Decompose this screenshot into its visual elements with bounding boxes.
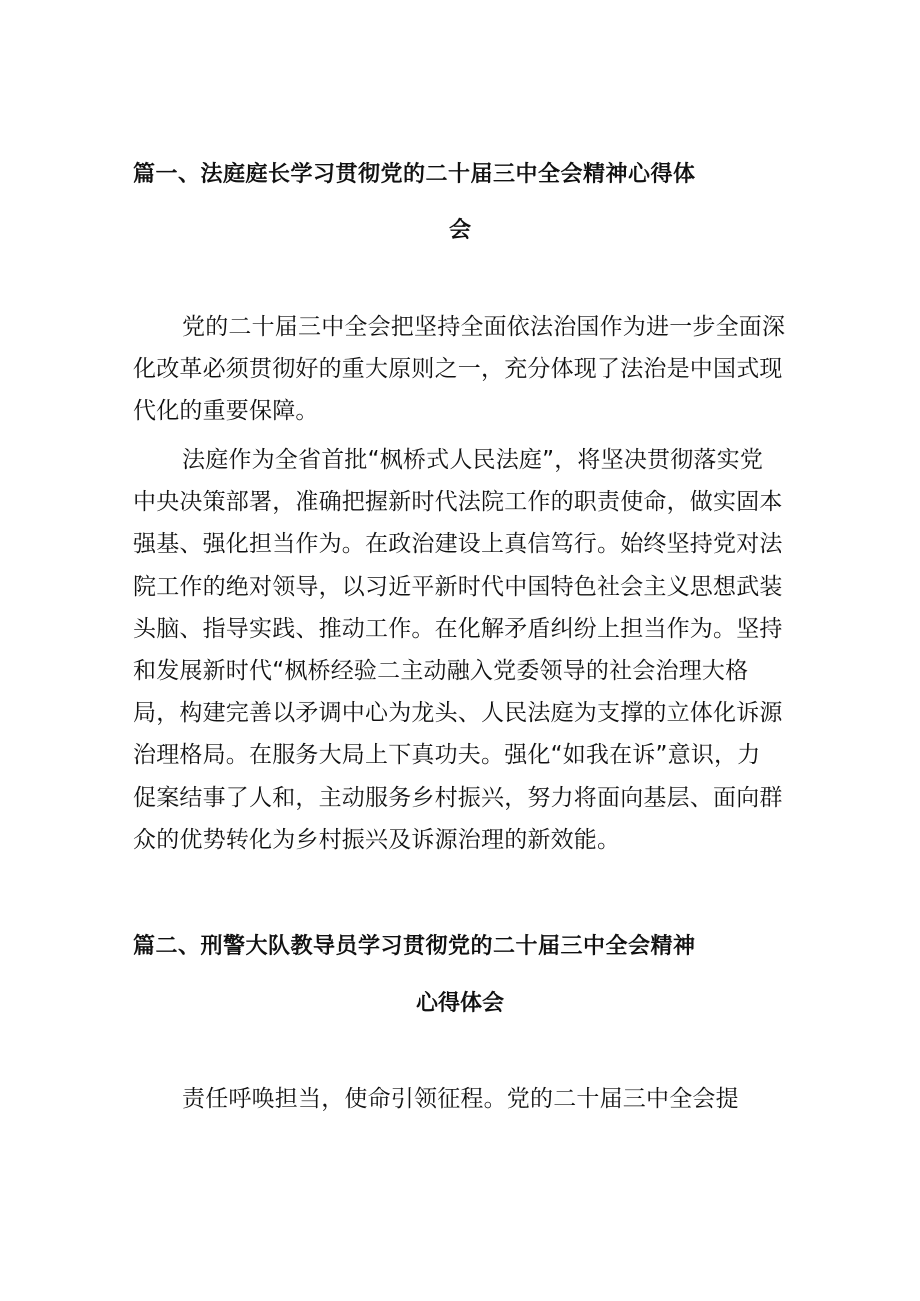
section2-title-line1: 篇二、刑警大队教导员学习贯彻党的二十届三中全会精神	[133, 934, 696, 959]
paragraph-line: 党的二十届三中全会把坚持全面依法治国作为进一步全面深	[182, 314, 786, 340]
section2-paragraph-1	[133, 1078, 793, 1120]
paragraph-line: 中央决策部署，准确把握新时代法院工作的职责使命，做实固本	[133, 489, 783, 516]
paragraph-line: 头脑、指导实践、推动工作。在化解矛盾纠纷上担当作为。坚持	[133, 615, 783, 642]
paragraph-line: 化改革必须贯彻好的重大原则之一，充分体现了法治是中国式现	[133, 356, 783, 383]
section1-paragraph-2	[133, 439, 793, 861]
section2-title-line2: 心得体会	[415, 991, 504, 1016]
paragraph-line: 院工作的绝对领导，以习近平新时代中国特色社会主义思想武装	[133, 573, 783, 600]
paragraph-line: 促案结事了人和，主动服务乡村振兴，努力将面向基层、面向群	[133, 784, 783, 811]
paragraph-line: 局，构建完善以矛调中心为龙头、人民法庭为支撑的立体化诉源	[133, 700, 783, 727]
paragraph-line: 代化的重要保障。	[133, 398, 319, 425]
section1-paragraph-1	[133, 306, 793, 433]
paragraph-line: 强基、强化担当作为。在政治建设上真信笃行。始终坚持党对法	[133, 531, 783, 558]
paragraph-line: 责任呼唤担当，使命引领征程。党的二十届三中全会提	[182, 1086, 739, 1112]
paragraph-line: 和发展新时代“枫桥经验二主动融入党委领导的社会治理大格	[133, 657, 749, 684]
paragraph-line: 众的优势转化为乡村振兴及诉源治理的新效能。	[133, 826, 621, 853]
section1-title-line2: 会	[448, 218, 471, 243]
paragraph-line: 治理格局。在服务大局上下真功夫。强化“如我在诉”意识，力	[133, 742, 761, 769]
paragraph-line: 法庭作为全省首批“枫桥式人民法庭”，将坚决贯彻落实党	[182, 447, 764, 473]
section1-title-line1: 篇一、法庭庭长学习贯彻党的二十届三中全会精神心得体	[133, 162, 696, 187]
